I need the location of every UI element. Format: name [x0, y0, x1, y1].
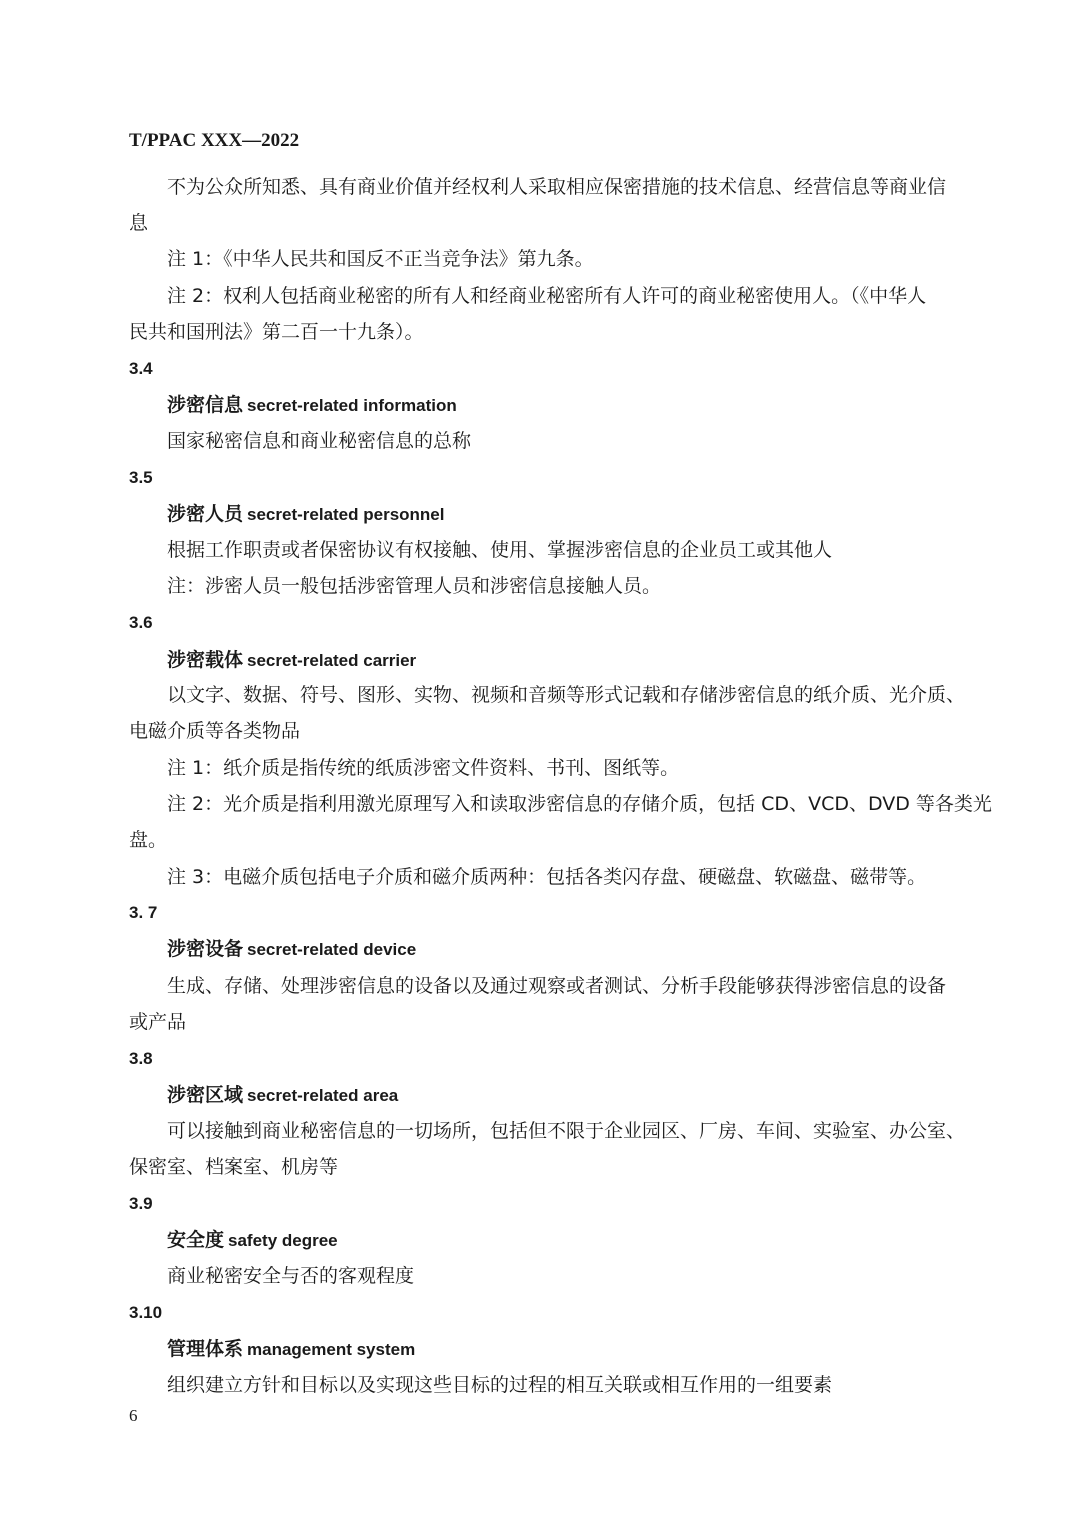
- term-3-9-en: safety degree: [228, 1231, 338, 1250]
- section-number-3-7: 3. 7: [129, 903, 158, 922]
- note-3-3-2-line-1: 注 2：权利人包括商业秘密的所有人和经商业秘密所有人许可的商业秘密使用人。（《中华人: [167, 285, 927, 307]
- term-3-9-zh: 安全度: [167, 1229, 225, 1251]
- definition-3-10: 组织建立方针和目标以及实现这些目标的过程的相互关联或相互作用的一组要素: [167, 1374, 833, 1396]
- section-number-3-10: 3.10: [129, 1303, 163, 1322]
- term-3-9: [167, 1227, 338, 1254]
- document-id: T/PPAC XXX—2022: [129, 130, 300, 151]
- definition-3-6-line-1: 以文字、数据、符号、图形、实物、视频和音频等形式记载和存储涉密信息的纸介质、光介质、: [167, 684, 966, 706]
- term-3-5-en: secret-related personnel: [247, 505, 445, 524]
- term-3-7-en: secret-related device: [247, 940, 417, 959]
- definition-3-5: 根据工作职责或者保密协议有权接触、使用、掌握涉密信息的企业员工或其他人: [167, 539, 833, 561]
- term-3-10-zh: 管理体系: [167, 1338, 244, 1360]
- definition-3-3-line-2: 息: [129, 212, 149, 234]
- definition-3-3-line-1: 不为公众所知悉、具有商业价值并经权利人采取相应保密措施的技术信息、经营信息等商业信: [167, 176, 947, 198]
- definition-3-8-line-2: 保密室、档案室、机房等: [129, 1156, 339, 1178]
- term-3-5-zh: 涉密人员: [167, 503, 244, 525]
- term-3-6: [167, 647, 416, 674]
- term-3-8: [167, 1082, 398, 1109]
- note-3-3-1: 注 1：《中华人民共和国反不正当竞争法》第九条。: [167, 248, 594, 270]
- section-number-3-6: 3.6: [129, 613, 153, 632]
- definition-3-7-line-1: 生成、存储、处理涉密信息的设备以及通过观察或者测试、分析手段能够获得涉密信息的设备: [167, 975, 947, 997]
- section-number-3-8: 3.8: [129, 1049, 153, 1068]
- term-3-7: [167, 936, 416, 963]
- definition-3-6-line-2: 电磁介质等各类物品: [129, 720, 301, 742]
- term-3-10-en: management system: [247, 1340, 416, 1359]
- note-3-3-2-line-2: 民共和国刑法》第二百一十九条）。: [129, 321, 424, 343]
- note-3-6-3: 注 3：电磁介质包括电子介质和磁介质两种：包括各类闪存盘、硬磁盘、软磁盘、磁带等。: [167, 866, 927, 888]
- section-number-3-9: 3.9: [129, 1194, 153, 1213]
- term-3-4: [167, 392, 457, 419]
- definition-3-8-line-1: 可以接触到商业秘密信息的一切场所，包括但不限于企业园区、厂房、车间、实验室、办公室、: [167, 1120, 966, 1142]
- term-3-6-en: secret-related carrier: [247, 651, 417, 670]
- definition-3-7-line-2: 或产品: [129, 1011, 187, 1033]
- page-number: 6: [129, 1406, 138, 1425]
- term-3-8-zh: 涉密区域: [167, 1084, 244, 1106]
- note-3-5: 注：涉密人员一般包括涉密管理人员和涉密信息接触人员。: [167, 575, 662, 597]
- section-number-3-4: 3.4: [129, 359, 153, 378]
- note-3-6-1: 注 1：纸介质是指传统的纸质涉密文件资料、书刊、图纸等。: [167, 757, 680, 779]
- term-3-10: [167, 1336, 415, 1363]
- definition-3-9: 商业秘密安全与否的客观程度: [167, 1265, 415, 1287]
- note-3-6-2-line-1: 注 2：光介质是指利用激光原理写入和读取涉密信息的存储介质，包括 CD、VCD、DVD 等各类光: [167, 793, 992, 815]
- term-3-4-en: secret-related information: [247, 396, 457, 415]
- section-number-3-5: 3.5: [129, 468, 153, 487]
- definition-3-4: 国家秘密信息和商业秘密信息的总称: [167, 430, 472, 452]
- term-3-7-zh: 涉密设备: [167, 938, 244, 960]
- term-3-6-zh: 涉密载体: [167, 649, 244, 671]
- term-3-5: [167, 501, 444, 528]
- note-3-6-2-line-2: 盘。: [129, 829, 168, 851]
- term-3-4-zh: 涉密信息: [167, 394, 244, 416]
- term-3-8-en: secret-related area: [247, 1086, 399, 1105]
